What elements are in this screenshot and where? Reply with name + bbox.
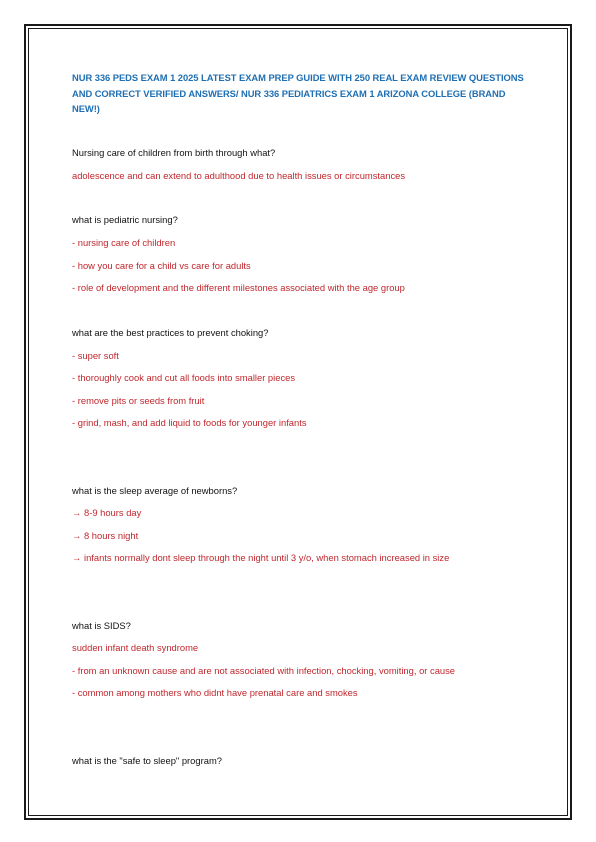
answer-3-2: - thoroughly cook and cut all foods into smaller pieces <box>72 372 296 383</box>
question-1: Nursing care of children from birth through what? <box>72 147 276 158</box>
answer-2-3: - role of development and the different milestones associated with the age group <box>72 282 405 293</box>
answer-4-1: → 8-9 hours day <box>72 507 142 518</box>
question-6: what is the "safe to sleep" program? <box>72 755 222 766</box>
answer-1-1: adolescence and can extend to adulthood due to health issues or circumstances <box>72 170 406 181</box>
answer-4-2: → 8 hours night <box>72 530 139 541</box>
question-4: what is the sleep average of newborns? <box>72 485 238 496</box>
question-5: what is SIDS? <box>72 620 131 631</box>
question-2: what is pediatric nursing? <box>72 214 178 225</box>
document-title: NUR 336 PEDS EXAM 1 2025 LATEST EXAM PREP GUIDE WITH 250 REAL EXAM REVIEW QUESTIONS AND CORRECT VERIFIED ANSWERS/ NUR 336 PEDIATRICS EXAM 1 ARIZONA COLLEGE (BRAND NEW!) <box>72 72 524 114</box>
answer-3-1: - super soft <box>72 350 119 361</box>
answer-2-1: - nursing care of children <box>72 237 176 248</box>
answer-5-3: - common among mothers who didnt have prenatal care and smokes <box>72 687 358 698</box>
answer-3-3: - remove pits or seeds from fruit <box>72 395 205 406</box>
answer-4-3: → infants normally dont sleep through the night until 3 y/o, when stomach increased in size <box>72 552 450 563</box>
question-3: what are the best practices to prevent choking? <box>72 327 269 338</box>
answer-5-2: - from an unknown cause and are not associated with infection, chocking, vomiting, or cause <box>72 665 456 676</box>
answer-5-1: sudden infant death syndrome <box>72 642 199 653</box>
answer-3-4: - grind, mash, and add liquid to foods for younger infants <box>72 417 307 428</box>
answer-2-2: - how you care for a child vs care for adults <box>72 260 251 271</box>
